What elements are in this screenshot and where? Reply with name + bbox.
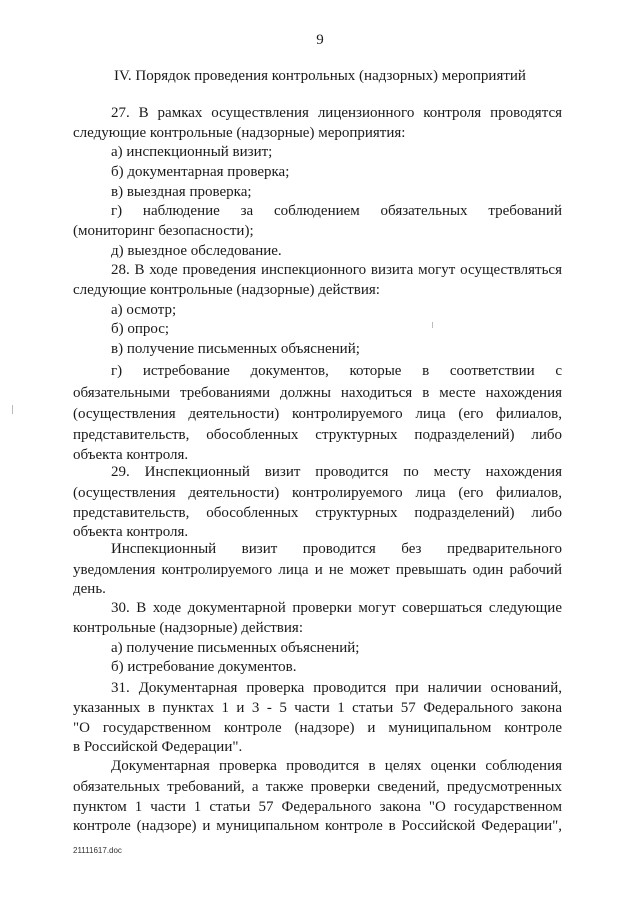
paragraph-line: 30. В ходе документарной проверки могут совершаться следующие <box>111 600 562 616</box>
paragraph-line: контроле (надзоре) и муниципальном контроле в Российской Федерации", <box>73 818 562 834</box>
paragraph-line: а) инспекционный визит; <box>111 144 273 160</box>
paragraph-line: объекта контроля. <box>73 524 189 540</box>
paragraph-line: Инспекционный визит проводится без предварительного <box>111 541 562 557</box>
paragraph-line: а) получение письменных объяснений; <box>111 640 360 656</box>
section-title: IV. Порядок проведения контрольных (надзорных) мероприятий <box>114 68 526 84</box>
paragraph-line: представительств, обособленных структурных подразделений) либо <box>73 505 562 521</box>
paragraph-line: "О государственном контроле (надзоре) и муниципальном контроле <box>73 720 562 736</box>
paragraph-line: представительств, обособленных структурных подразделений) либо <box>73 427 562 443</box>
scan-speck <box>12 405 13 414</box>
paragraph-line: в) выездная проверка; <box>111 184 252 200</box>
paragraph-line: пунктом 1 части 1 статьи 57 Федерального закона "О государственном <box>73 799 562 815</box>
paragraph-line: г) истребование документов, которые в соответствии с <box>111 363 562 379</box>
paragraph-line: следующие контрольные (надзорные) мероприятия: <box>73 125 406 141</box>
paragraph-line: указанных в пунктах 1 и 3 - 5 части 1 статьи 57 Федерального закона <box>73 700 562 716</box>
paragraph-line: (мониторинг безопасности); <box>73 223 254 239</box>
paragraph-line: (осуществления деятельности) контролируемого лица (его филиалов, <box>73 406 562 422</box>
paragraph-line: уведомления контролируемого лица и не может превышать один рабочий <box>73 562 562 578</box>
paragraph-line: день. <box>73 581 106 597</box>
paragraph-line: б) истребование документов. <box>111 659 297 675</box>
page-number: 9 <box>316 32 324 48</box>
paragraph-line: контрольные (надзорные) действия: <box>73 620 303 636</box>
footer-filename: 21111617.doc <box>73 846 122 855</box>
paragraph-line: в Российской Федерации". <box>73 739 243 755</box>
paragraph-line: б) опрос; <box>111 321 170 337</box>
paragraph-line: 27. В рамках осуществления лицензионного контроля проводятся <box>111 105 562 121</box>
paragraph-line: б) документарная проверка; <box>111 164 290 180</box>
paragraph-line: 29. Инспекционный визит проводится по месту нахождения <box>111 464 562 480</box>
paragraph-line: Документарная проверка проводится в целях оценки соблюдения <box>111 758 562 774</box>
paragraph-line: в) получение письменных объяснений; <box>111 341 360 357</box>
paragraph-line: обязательных требований, а также проверки сведений, предусмотренных <box>73 779 562 795</box>
paragraph-line: а) осмотр; <box>111 302 177 318</box>
paragraph-line: объекта контроля. <box>73 447 189 463</box>
scan-speck <box>432 322 433 328</box>
paragraph-line: следующие контрольные (надзорные) действия: <box>73 282 380 298</box>
paragraph-line: (осуществления деятельности) контролируемого лица (его филиалов, <box>73 485 562 501</box>
paragraph-line: 28. В ходе проведения инспекционного визита могут осуществляться <box>111 262 562 278</box>
paragraph-line: обязательными требованиями должны находиться в месте нахождения <box>73 385 562 401</box>
paragraph-line: д) выездное обследование. <box>111 243 282 259</box>
paragraph-line: 31. Документарная проверка проводится при наличии оснований, <box>111 680 562 696</box>
paragraph-line: г) наблюдение за соблюдением обязательных требований <box>111 203 562 219</box>
